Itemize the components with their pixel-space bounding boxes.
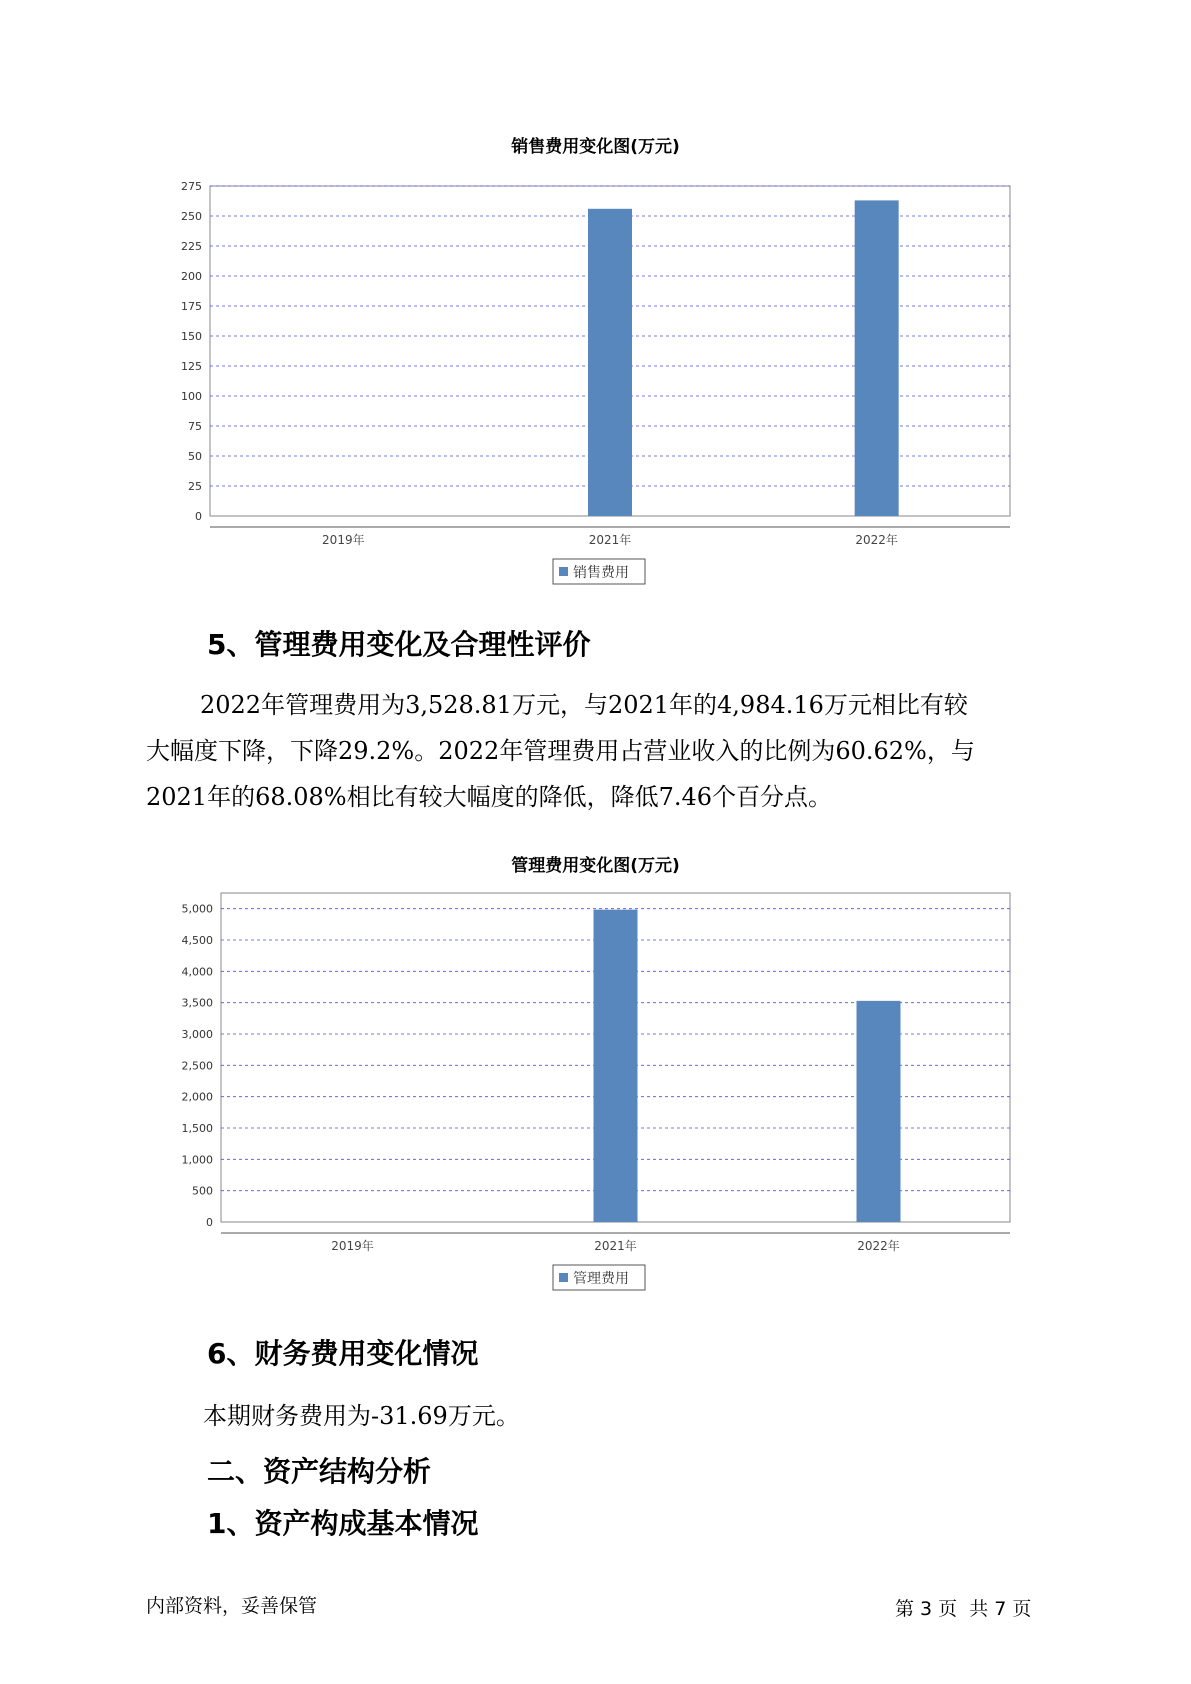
- y-tick-label: 75: [188, 420, 202, 433]
- y-tick-label: 4,000: [181, 965, 213, 979]
- y-tick-label: 1,000: [181, 1153, 213, 1167]
- y-tick-label: 1,500: [181, 1122, 213, 1135]
- bar: [594, 910, 638, 1222]
- y-tick-label: 275: [181, 180, 202, 193]
- section-two-subheading: 1、资产构成基本情况: [207, 1507, 479, 1540]
- chart2-title: 管理费用变化图(万元): [511, 856, 680, 876]
- legend-swatch: [559, 1273, 568, 1282]
- y-tick-label: 3,500: [181, 996, 213, 1010]
- x-tick-label: 2021年: [594, 1239, 637, 1253]
- y-tick-label: 100: [181, 390, 202, 403]
- y-tick-label: 225: [181, 240, 202, 253]
- y-tick-label: 500: [192, 1184, 213, 1198]
- x-tick-label: 2019年: [322, 533, 365, 547]
- y-tick-label: 250: [181, 210, 202, 223]
- y-tick-label: 175: [181, 300, 202, 313]
- y-tick-label: 150: [181, 330, 202, 343]
- chart1-title: 销售费用变化图(万元): [511, 137, 680, 157]
- legend-label: 管理费用: [573, 1271, 629, 1287]
- legend-label: 销售费用: [573, 565, 629, 581]
- y-tick-label: 4,500: [181, 934, 213, 947]
- x-tick-label: 2021年: [588, 533, 632, 547]
- y-tick-label: 3,000: [181, 1028, 213, 1041]
- x-tick-label: 2019年: [331, 1239, 374, 1253]
- y-tick-label: 0: [206, 1216, 213, 1229]
- y-tick-label: 0: [195, 510, 202, 523]
- y-tick-label: 2,500: [181, 1059, 213, 1073]
- footer-left: 内部资料，妥善保管: [146, 1595, 318, 1617]
- y-tick-label: 5,000: [181, 902, 213, 916]
- y-tick-label: 2,000: [181, 1090, 213, 1104]
- y-tick-label: 50: [188, 450, 202, 463]
- y-tick-label: 200: [181, 270, 202, 283]
- bar: [857, 1001, 901, 1222]
- section5-heading: 5、管理费用变化及合理性评价: [207, 628, 591, 661]
- section5-line-2: 大幅度下降，下降29.2%。2022年管理费用占营业收入的比例为60.62%，与: [146, 737, 975, 765]
- y-tick-label: 25: [188, 480, 202, 493]
- section6-text: 本期财务费用为-31.69万元。: [203, 1402, 520, 1430]
- footer-page-number: 第 3 页 共 7 页: [895, 1598, 1032, 1620]
- section-two-heading: 二、资产结构分析: [207, 1455, 432, 1488]
- y-tick-label: 125: [181, 360, 202, 373]
- section6-heading: 6、财务费用变化情况: [207, 1337, 479, 1370]
- x-tick-label: 2022年: [857, 1239, 900, 1253]
- x-tick-label: 2022年: [855, 533, 898, 547]
- section5-line-3: 2021年的68.08%相比有较大幅度的降低，降低7.46个百分点。: [146, 783, 833, 811]
- section5-line-1: 2022年管理费用为3,528.81万元，与2021年的4,984.16万元相比有较: [200, 691, 968, 719]
